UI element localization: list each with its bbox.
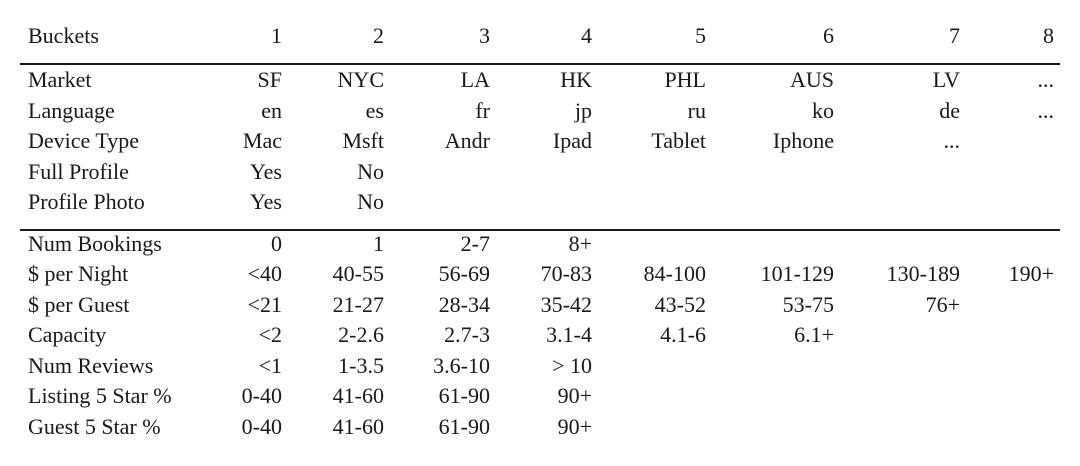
row-label: Profile Photo — [28, 189, 145, 214]
table-cell: 3.6-10 — [433, 352, 490, 378]
table-row — [20, 290, 1060, 321]
table-cell: 41-60 — [332, 413, 384, 439]
table-cell: No — [357, 158, 384, 184]
header-label: Buckets — [28, 23, 99, 48]
table-cell: 0-40 — [241, 383, 282, 408]
table-cell: 0-40 — [241, 413, 282, 439]
table-cell: Mac — [242, 128, 282, 153]
table-cell — [598, 229, 712, 260]
header-col: 7 — [949, 23, 960, 48]
table-cell: 6.1+ — [794, 322, 834, 347]
table-cell: 4.1-6 — [660, 322, 706, 347]
table-cell: No — [357, 189, 384, 214]
table-cell — [712, 157, 840, 188]
table-cell — [966, 381, 1060, 412]
table-cell: AUS — [789, 67, 834, 92]
table-cell — [598, 412, 712, 443]
table-cell: 1-3.5 — [338, 352, 384, 378]
table-cell — [712, 381, 840, 412]
table-cell: 2-7 — [460, 230, 490, 256]
row-label: Listing 5 Star % — [28, 383, 172, 408]
table-cell: LA — [460, 67, 490, 92]
table-group-categorical — [20, 65, 1060, 218]
header-col: 4 — [581, 23, 592, 48]
table-cell — [966, 412, 1060, 443]
row-label: Num Bookings — [28, 230, 162, 256]
row-label: Language — [28, 97, 115, 123]
table-cell: 90+ — [557, 413, 592, 439]
table-cell — [598, 187, 712, 218]
row-label: Device Type — [28, 128, 140, 153]
header-col: 5 — [695, 23, 706, 48]
table-cell: ru — [687, 97, 706, 123]
table-row — [20, 157, 1060, 188]
table-cell — [840, 412, 966, 443]
table-cell: Tablet — [651, 128, 706, 153]
table-cell — [712, 351, 840, 382]
table-cell: 35-42 — [540, 291, 592, 317]
row-label: Capacity — [28, 322, 107, 347]
table-cell — [966, 351, 1060, 382]
table-cell: <21 — [247, 291, 282, 317]
table-cell — [598, 157, 712, 188]
table-cell: 61-90 — [438, 413, 490, 439]
table-header-row — [20, 20, 1060, 52]
table-cell: 90+ — [557, 383, 592, 408]
table-cell: NYC — [337, 67, 384, 92]
table-cell: 56-69 — [438, 261, 490, 286]
table-cell — [966, 187, 1060, 218]
row-label: Full Profile — [28, 158, 129, 184]
table-row — [20, 229, 1060, 260]
table-cell: HK — [560, 67, 592, 92]
table-cell: 2-2.6 — [338, 322, 384, 347]
table-cell — [712, 229, 840, 260]
table-cell — [840, 157, 966, 188]
header-col: 6 — [823, 23, 834, 48]
row-label: Num Reviews — [28, 352, 154, 378]
table-cell: 130-189 — [886, 261, 960, 286]
table-cell: PHL — [664, 67, 706, 92]
table-cell — [390, 187, 496, 218]
table-cell: 53-75 — [782, 291, 834, 317]
table-row — [20, 187, 1060, 218]
table-cell — [840, 381, 966, 412]
table-cell: 2.7-3 — [444, 322, 490, 347]
table-cell: > 10 — [552, 352, 592, 378]
table-cell: ... — [1037, 67, 1054, 92]
table-cell: Yes — [249, 189, 282, 214]
table-cell: de — [939, 97, 960, 123]
table-cell: 40-55 — [332, 261, 384, 286]
table-row — [20, 96, 1060, 127]
table-cell — [496, 187, 598, 218]
table-cell: <1 — [258, 352, 282, 378]
table-cell: 76+ — [925, 291, 960, 317]
table-cell: 3.1-4 — [546, 322, 592, 347]
table-row — [20, 126, 1060, 157]
table-cell — [840, 187, 966, 218]
table-cell — [840, 320, 966, 351]
table-row — [20, 320, 1060, 351]
table-cell: LV — [932, 67, 960, 92]
table-cell: Iphone — [772, 128, 834, 153]
table-row — [20, 381, 1060, 412]
table-cell: 61-90 — [438, 383, 490, 408]
table-cell: 28-34 — [438, 291, 490, 317]
table-cell: <40 — [247, 261, 282, 286]
table-cell — [966, 126, 1060, 157]
row-label: $ per Night — [28, 261, 129, 286]
buckets-table — [20, 20, 1060, 442]
table-cell: <2 — [258, 322, 282, 347]
table-cell — [712, 412, 840, 443]
table-cell: ... — [1037, 97, 1054, 123]
header-col: 3 — [479, 23, 490, 48]
header-col: 2 — [373, 23, 384, 48]
table-cell — [966, 229, 1060, 260]
table-row — [20, 412, 1060, 443]
table-cell: 101-129 — [760, 261, 834, 286]
table-cell: es — [365, 97, 384, 123]
row-label: $ per Guest — [28, 291, 130, 317]
table-cell — [966, 320, 1060, 351]
table-cell: fr — [475, 97, 490, 123]
table-cell — [966, 290, 1060, 321]
table-cell: ko — [812, 97, 834, 123]
table-cell — [598, 351, 712, 382]
table-cell — [712, 187, 840, 218]
table-row — [20, 65, 1060, 96]
table-group-numeric — [20, 229, 1060, 443]
header-col: 8 — [1043, 23, 1054, 48]
table-cell: 84-100 — [643, 261, 706, 286]
table-cell — [966, 157, 1060, 188]
table-cell: 8+ — [568, 230, 592, 256]
table-cell: 1 — [373, 230, 384, 256]
table-cell — [840, 229, 966, 260]
table-cell: 70-83 — [540, 261, 592, 286]
table-cell: Ipad — [552, 128, 592, 153]
table-cell — [598, 381, 712, 412]
table-cell — [390, 157, 496, 188]
table-cell: 21-27 — [332, 291, 384, 317]
table-row — [20, 259, 1060, 290]
header-col: 1 — [271, 23, 282, 48]
table-cell: jp — [574, 97, 592, 123]
table-cell: 41-60 — [332, 383, 384, 408]
table-cell: Msft — [342, 128, 384, 153]
table-cell: Yes — [249, 158, 282, 184]
table-cell: 0 — [271, 230, 282, 256]
row-label: Guest 5 Star % — [28, 413, 161, 439]
table-cell: en — [261, 97, 282, 123]
row-label: Market — [28, 67, 92, 92]
table-row — [20, 351, 1060, 382]
table-cell: SF — [257, 67, 282, 92]
table-cell: Andr — [444, 128, 490, 153]
table-cell: 190+ — [1008, 261, 1054, 286]
table-cell: 43-52 — [654, 291, 706, 317]
table-cell — [840, 351, 966, 382]
table-cell: ... — [943, 128, 960, 153]
table-cell — [496, 157, 598, 188]
